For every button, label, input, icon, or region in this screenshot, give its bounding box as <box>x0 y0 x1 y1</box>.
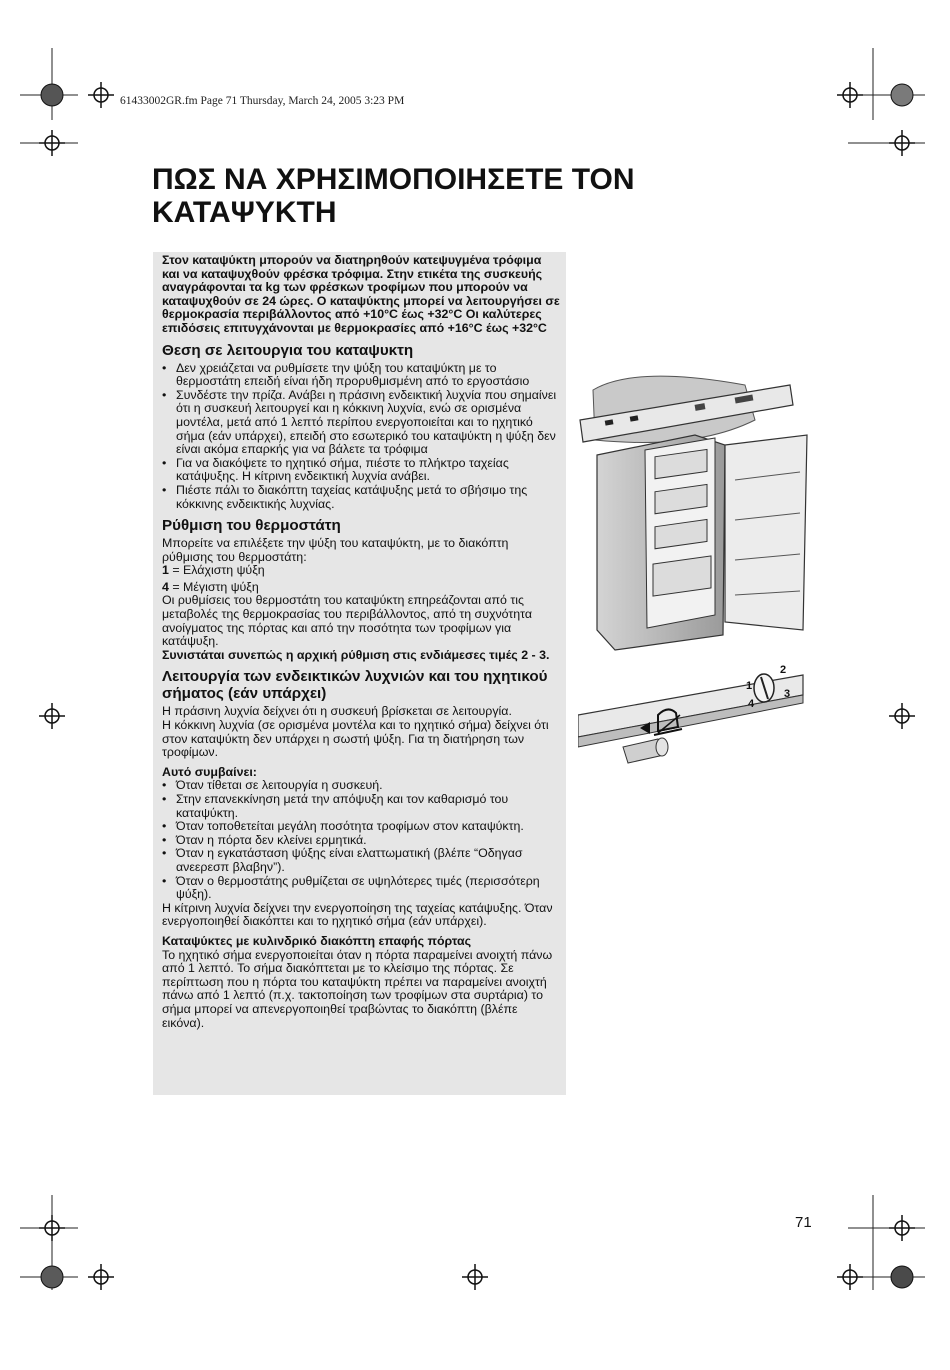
list-item: • Πιέστε πάλι το διακόπτη ταχείας κατάψυξης μετά το σβήσιμο της κόκκινης ενδεικτικής λυχνίας. <box>162 482 528 511</box>
thermostat-max: 4 = Μέγιστη ψύξη <box>162 579 259 594</box>
title-line-2: ΚΑΤΑΨΥΚΤΗ <box>152 196 337 229</box>
page-number: 71 <box>795 1214 812 1231</box>
list-item: • Όταν ο θερμοστάτης ρυθμίζεται σε υψηλότερες τιμές (περισσότερη ψύξη). <box>162 873 540 902</box>
red-light-text: Η κόκκινη λυχνία (σε ορισμένα μοντέλα και το ηχητικό σήμα) δείχνει ότι στον καταψύκτη δεν υπάρχει η σωστή ψύξη. Για τη διατήρηση των τροφίμων. <box>162 718 549 760</box>
list-item: • Όταν η εγκατάσταση ψύξης είναι ελαττωματική (βλέπε “Οδηγασ ανεερεσπ βλαβην”). <box>162 846 523 874</box>
list-item: • Όταν τίθεται σε λειτουργία η συσκευή. <box>162 778 383 793</box>
title-line-1: ΠΩΣ ΝΑ ΧΡΗΣΙΜΟΠΟΙΗΣΕΤΕ ΤΟΝ <box>152 163 635 196</box>
list-item: • Για να διακόψετε το ηχητικό σήμα, πιέστε το πλήκτρο ταχείας κατάψυξης. Η κίτρινη ενδεικτική λυχνία ανάβει. <box>162 455 509 484</box>
happens-label: Αυτό συμβαίνει: <box>162 764 257 779</box>
door-switch-text: Το ηχητικό σήμα ενεργοποιείται όταν η πόρτα παραμείνει ανοιχτή πάνω από 1 λεπτό. Το σήμα διακόπτεται με το κλείσιμο της πόρτας. Σε περίπτωση που η πόρτα του καταψύκτη πρέπει να παραμείνει ανοιχτή πάνω από 1 λεπτό (π.χ. τακτοποίηση των τροφίμων στα συρτάρια) το σήμα μπορεί να απενεργοποιηθεί τραβώντας το διακόπτη (βλέπε εικόνα). <box>162 947 553 1030</box>
thermostat-min: 1 = Ελάχιστη ψύξη <box>162 563 265 578</box>
section-heading-door-switch: Καταψύκτες με κυλινδρικό διακόπτη επαφής πόρτας <box>162 933 472 948</box>
section-heading-thermostat: Ρύθμιση του θερμοστάτη <box>162 517 341 535</box>
file-header: 61433002GR.fm Page 71 Thursday, March 24, 2005 3:23 PM <box>120 95 405 107</box>
list-item: • Στην επανεκκίνηση μετά την απόψυξη και τον καθαρισμό του καταψύκτη. <box>162 792 509 820</box>
section-heading-startup: Θεση σε λειτουργια του καταψυκτη <box>162 341 414 359</box>
thermostat-text: Οι ρυθμίσεις του θερμοστάτη του καταψύκτη επηρεάζονται από τις μεταβολές της θερμοκρασίας του περιβάλλοντος, από τη συχνότητα ανοίγματος της πόρτας και από την ποσότητα των τροφίμων για κατάψυξη. <box>162 593 533 649</box>
list-item: • Όταν τοποθετείται μεγάλη ποσότητα τροφίμων στον καταψύκτη. <box>162 819 524 834</box>
intro-paragraph: Στον καταψύκτη μπορούν να διατηρηθούν κατεψυγμένα τρόφιμα και να καταψυχθούν φρέσκα τρόφιμα. Στην ετικέτα της συσκευής αναγράφονται τα kg των φρέσκων τροφίμων που μπορούν να καταψυχθούν σε 24 ώρες. Ο καταψύκτης μπορεί να λειτουργήσει σε θερμοκρασία περιβάλλοντος από +10°C έως +32°C Οι καλύτερες επιδόσεις επιτυγχάνονται με θερμοκρασίες από +16°C έως +32°C <box>162 253 560 335</box>
green-light-text: Η πράσινη λυχνία δείχνει ότι η συσκευή βρίσκεται σε λειτουργία. <box>162 704 512 719</box>
knob-label-3: 3 <box>784 688 791 700</box>
knob-label-1: 1 <box>746 680 753 692</box>
yellow-light-text: Η κίτρινη λυχνία δείχνει την ενεργοποίηση της ταχείας κατάψυξης. Όταν ενεργοποιηθεί διακόπτει και το ηχητικό σήμα (εάν υπάρχει). <box>162 900 553 929</box>
knob-label-4: 4 <box>748 698 755 710</box>
section-heading-indicators: Λειτουργία των ενδεικτικών λυχνιών και του ηχητικού σήματος (εάν υπάρχει) <box>162 668 548 703</box>
list-item: • Όταν η πόρτα δεν κλείνει ερμητικά. <box>162 832 367 847</box>
thermostat-intro: Μπορείτε να επιλέξετε την ψύξη του καταψύκτη, με το διακόπτη ρύθμισης του θερμοστάτη: <box>162 536 509 564</box>
thermostat-recommendation: Συνιστάται συνεπώς η αρχική ρύθμιση στις ενδιάμεσες τιμές 2 - 3. <box>162 647 550 662</box>
knob-label-2: 2 <box>780 664 787 676</box>
list-item: • Συνδέστε την πρίζα. Ανάβει η πράσινη ενδεικτική λυχνία που σημαίνει ότι η συσκευή λειτουργεί και η κόκκινη λυχνία, ενώ σε ορισμένα μοντέλα, μετά από 1 λεπτό περίπου ενεργοποιείται και το ηχητικό σήμα (εάν υπάρχει), επειδή στο εσωτερικό του καταψύκτη η ψύξη δεν είναι ακόμα επαρκής για να βάλετε τα τρόφιμα <box>162 387 557 457</box>
list-item: • Δεν χρειάζεται να ρυθμίσετε την ψύξη του καταψύκτη με το θερμοστάτη επειδή είναι ήδη προρυθμισμένη από το εργοστάσιο <box>162 360 530 389</box>
